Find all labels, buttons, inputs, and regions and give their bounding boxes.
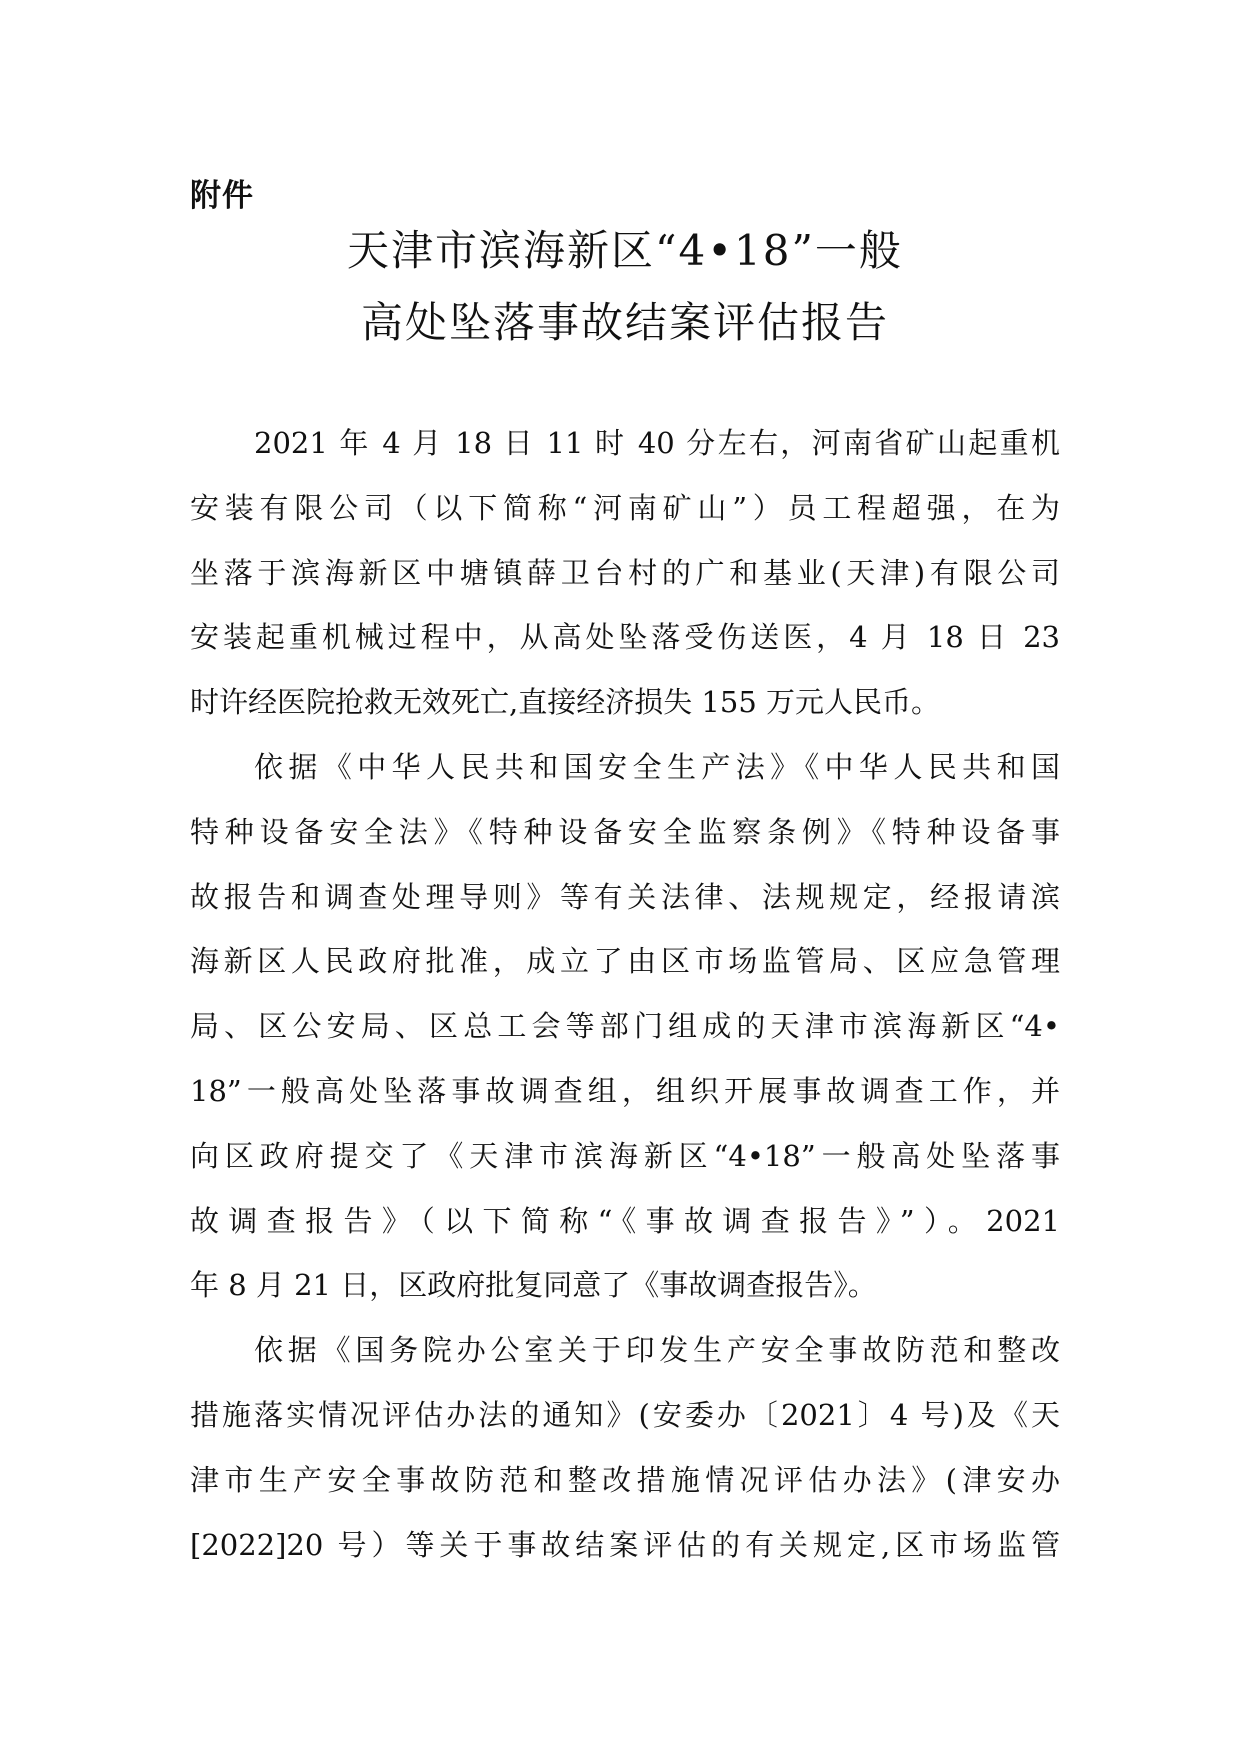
- body-line: 18”一般高处坠落事故调查组，组织开展事故调查工作，并: [190, 1073, 1060, 1108]
- body-line: [2022]20 号）等关于事故结案评估的有关规定,区市场监管: [190, 1527, 1060, 1562]
- report-title-line-2: 高处坠落事故结案评估报告: [360, 298, 889, 347]
- body-line: 特种设备安全法》《特种设备安全监察条例》《特种设备事: [190, 814, 1060, 849]
- report-body: [190, 411, 1060, 1577]
- body-line: 依据《国务院办公室关于印发生产安全事故防范和整改: [254, 1333, 1060, 1368]
- body-line: 时许经医院抢救无效死亡,直接经济损失 155 万元人民币。: [190, 685, 941, 720]
- body-line: 依据《中华人民共和国安全生产法》《中华人民共和国: [254, 749, 1060, 784]
- report-title-line-1: 天津市滨海新区“4•18”一般: [347, 226, 903, 275]
- body-line: 措施落实情况评估办法的通知》(安委办〔2021〕4 号)及《天: [190, 1397, 1060, 1432]
- body-line: 局、区公安局、区总工会等部门组成的天津市滨海新区“4•: [190, 1009, 1060, 1044]
- body-line: 向区政府提交了《天津市滨海新区“4•18”一般高处坠落事: [190, 1138, 1060, 1173]
- attachment-label: 附件: [190, 178, 254, 214]
- body-line: 安装起重机械过程中，从高处坠落受伤送医，4 月 18 日 23: [190, 620, 1060, 655]
- body-line: 2021 年 4 月 18 日 11 时 40 分左右，河南省矿山起重机: [254, 426, 1060, 460]
- body-line: 故调查报告》（以下简称“《事故调查报告》”）。2021: [190, 1203, 1060, 1238]
- body-line: 海新区人民政府批准，成立了由区市场监管局、区应急管理: [190, 944, 1060, 979]
- body-line: 安装有限公司（以下简称“河南矿山”）员工程超强，在为: [190, 490, 1060, 525]
- body-line: 故报告和调查处理导则》等有关法律、法规规定，经报请滨: [190, 879, 1060, 914]
- body-line: 年 8 月 21 日，区政府批复同意了《事故调查报告》。: [190, 1268, 877, 1303]
- body-line: 坐落于滨海新区中塘镇薛卫台村的广和基业(天津)有限公司: [190, 555, 1060, 590]
- body-line: 津市生产安全事故防范和整改措施情况评估办法》(津安办: [190, 1462, 1060, 1497]
